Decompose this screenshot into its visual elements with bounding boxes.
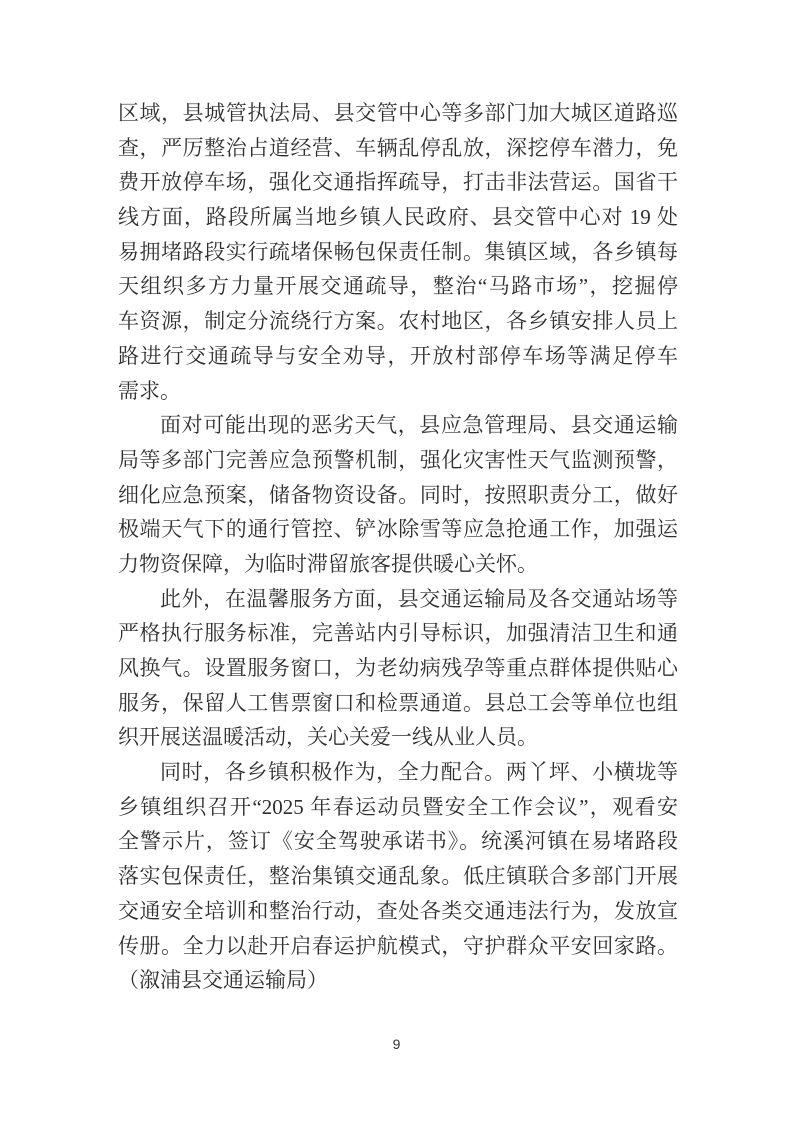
- text-line: 线方面，路段所属当地乡镇人民政府、县交管中心对 19 处: [118, 205, 678, 230]
- text-line: 力物资保障，为临时滞留旅客提供暖心关怀。: [118, 551, 538, 576]
- paragraph: [118, 96, 678, 408]
- text-line: 车资源，制定分流绕行方案。农村地区，各乡镇安排人员上: [118, 309, 678, 334]
- text-line: 风换气。设置服务窗口，为老幼病残孕等重点群体提供贴心: [118, 656, 678, 680]
- text-line: 织开展送温暖活动，关心关爱一线从业人员。: [118, 725, 538, 750]
- text-line: 落实包保责任，整治集镇交通乱象。低庄镇联合多部门开展: [118, 864, 678, 889]
- paragraph: [118, 582, 678, 755]
- text-line: 极端天气下的通行管控、铲冰除雪等应急抢通工作，加强运: [118, 517, 678, 542]
- text-line: 传册。全力以赴开启春运护航模式，守护群众平安回家路。: [118, 933, 678, 958]
- text-line: 天组织多方力量开展交通疏导，整治“马路市场”，挖掘停: [118, 274, 678, 299]
- text-line: 严格执行服务标准，完善站内引导标识，加强清洁卫生和通: [118, 621, 678, 646]
- text-line: 区域，县城管执法局、县交管中心等多部门加大城区道路巡: [118, 101, 678, 125]
- text-line: 费开放停车场，强化交通指挥疏导，打击非法营运。国省干: [118, 170, 678, 195]
- text-line: 服务，保留人工售票窗口和检票通道。县总工会等单位也组: [118, 690, 678, 715]
- text-line: 全警示片，签订《安全驾驶承诺书》。统溪河镇在易堵路段: [118, 829, 678, 854]
- text-line: 面对可能出现的恶劣天气，县应急管理局、县交通运输: [160, 413, 678, 438]
- text-line: 此外，在温馨服务方面，县交通运输局及各交通站场等: [160, 586, 678, 611]
- page-number: 9: [392, 1036, 401, 1052]
- text-line: 路进行交通疏导与安全劝导，开放村部停车场等满足停车: [118, 343, 678, 368]
- paragraph: [118, 408, 678, 581]
- text-line: 局等多部门完善应急预警机制，强化灾害性天气监测预警，: [118, 447, 678, 472]
- document-body: [118, 96, 678, 998]
- text-line: 交通安全培训和整治行动，查处各类交通违法行为，发放宣: [118, 898, 678, 923]
- paragraph: [118, 755, 678, 963]
- signature-line: （溆浦县交通运输局）: [118, 968, 328, 993]
- text-line: 需求。: [118, 378, 181, 403]
- page-footer: [0, 1036, 793, 1054]
- paragraph-container: [118, 96, 678, 963]
- text-line: 查，严厉整治占道经营、车辆乱停乱放，深挖停车潜力，免: [118, 135, 678, 160]
- text-line: 乡镇组织召开“2025 年春运动员暨安全工作会议”，观看安: [118, 794, 678, 819]
- text-line: 细化应急预案，储备物资设备。同时，按照职责分工，做好: [118, 482, 678, 507]
- text-line: 同时，各乡镇积极作为，全力配合。两丫坪、小横垅等: [160, 760, 678, 785]
- text-line: 易拥堵路段实行疏堵保畅包保责任制。集镇区域，各乡镇每: [118, 239, 678, 264]
